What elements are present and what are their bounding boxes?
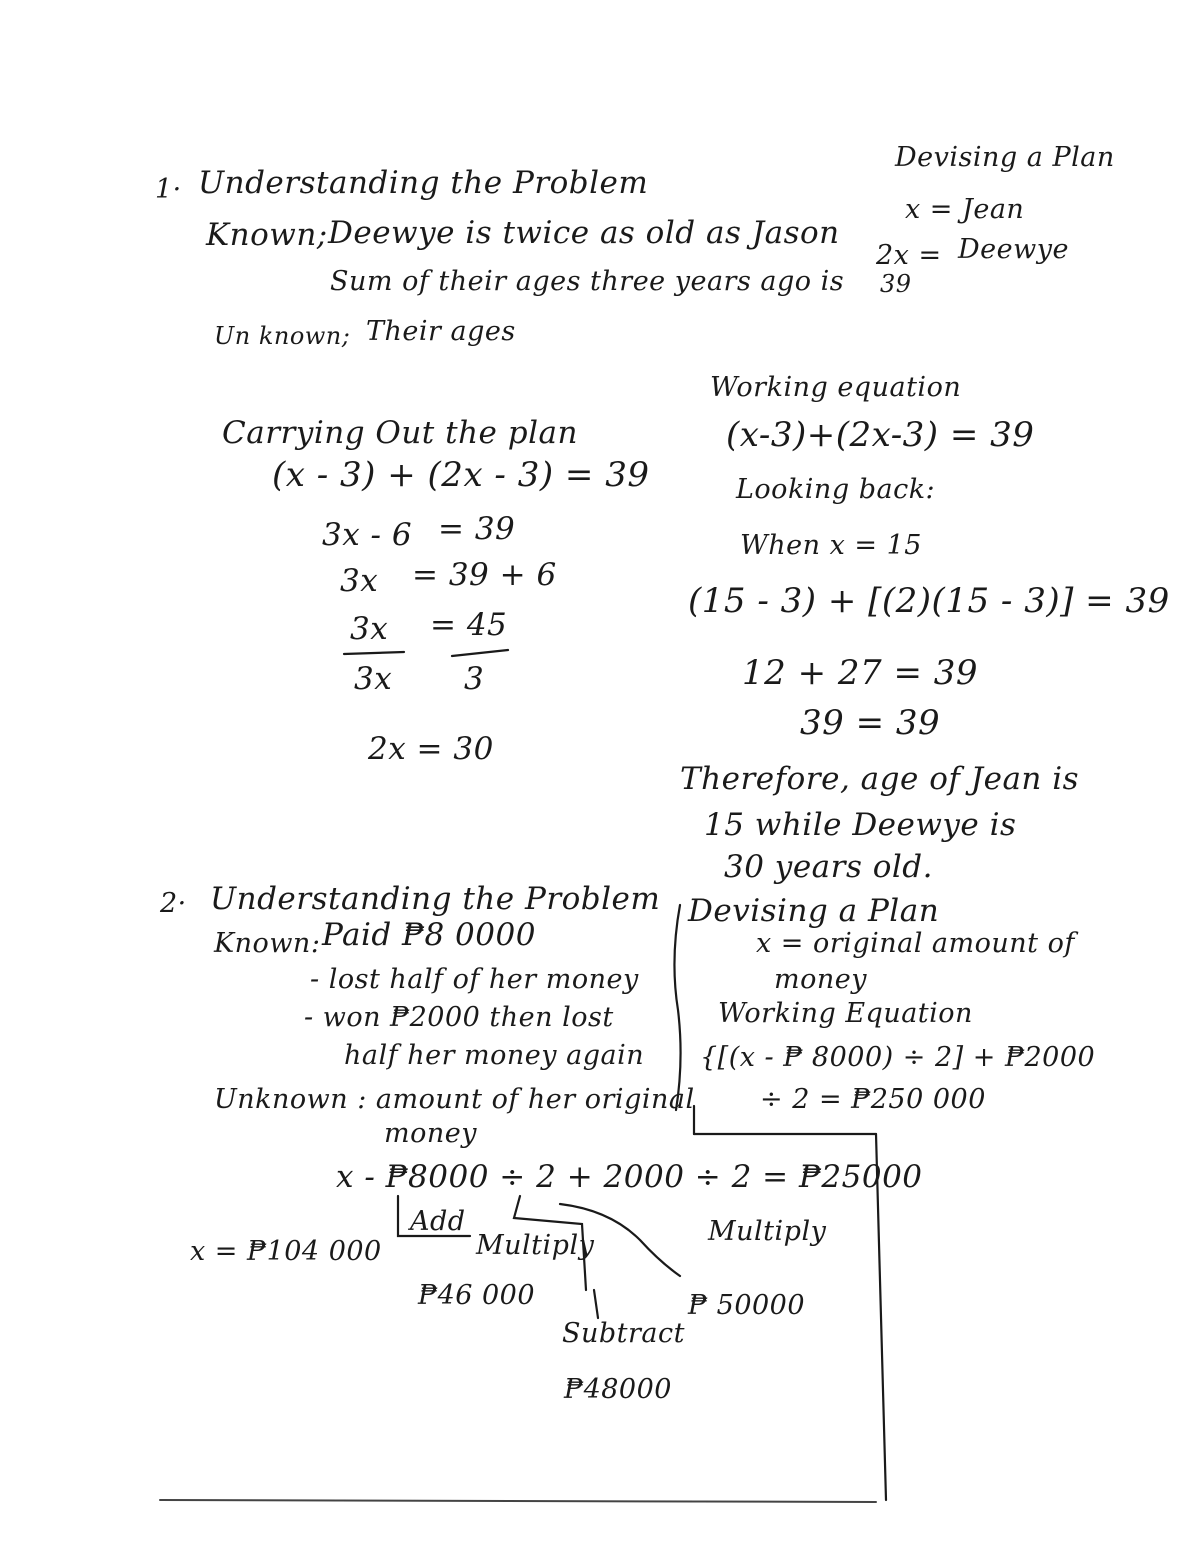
problem1-carrying-step4-num-rhs: = 45 — [430, 607, 508, 643]
problem1-plan-var1: x = Jean — [905, 194, 1025, 225]
problem2-working-title: Working Equation — [718, 998, 973, 1029]
problem2-known-label: Known: — [214, 928, 321, 959]
problem1-working-equation: (x-3)+(2x-3) = 39 — [726, 415, 1035, 455]
problem1-heading: Understanding the Problem — [198, 165, 649, 201]
problem1-known-fact2: Sum of their ages three years ago is — [330, 266, 845, 297]
problem1-conclusion-line3: 30 years old. — [724, 849, 933, 885]
problem2-heading: Understanding the Problem — [210, 881, 661, 917]
fraction-bar-left — [344, 652, 404, 654]
problem2-solution-value-46000: ₱46 000 — [418, 1280, 536, 1311]
problem1-plan-var2-right: Deewye — [958, 234, 1069, 265]
problem2-solution-multiply2: Multiply — [708, 1216, 827, 1247]
problem2-plan-var-line2: money — [774, 964, 867, 995]
problem2-unknown-line1: Unknown : amount of her original — [214, 1084, 695, 1115]
bottom-rule — [160, 1500, 876, 1502]
problem1-unknown-value: Their ages — [366, 316, 516, 347]
column-separator-bracket — [674, 905, 680, 1110]
problem2-fact2: - won ₱2000 then lost — [304, 1002, 614, 1033]
problem1-number: 1· — [155, 174, 182, 205]
problem1-carrying-step2-lhs: 3x - 6 — [322, 517, 413, 553]
problem1-carrying-step1: (x - 3) + (2x - 3) = 39 — [272, 455, 650, 495]
problem1-carrying-step3-lhs: 3x — [340, 563, 379, 599]
problem2-solution-value-48000: ₱48000 — [564, 1374, 672, 1405]
problem1-unknown-label: Un known; — [214, 322, 351, 350]
problem1-looking-back-title: Looking back: — [736, 474, 936, 505]
problem2-solution-expression: x - ₱8000 ÷ 2 + 2000 ÷ 2 = ₱25000 — [336, 1159, 923, 1195]
problem1-plan-var2-left: 2x = — [876, 240, 942, 271]
problem2-working-equation-line1: {[(x - ₱ 8000) ÷ 2] + ₱2000 — [700, 1042, 1096, 1073]
problem1-conclusion-line1: Therefore, age of Jean is — [680, 761, 1080, 797]
problem2-working-equation-line2: ÷ 2 = ₱250 000 — [760, 1084, 986, 1115]
problem2-unknown-line2: money — [384, 1118, 477, 1149]
arrow-to-50000 — [560, 1204, 680, 1276]
problem1-looking-back-when: When x = 15 — [740, 530, 922, 561]
problem1-working-title: Working equation — [710, 372, 962, 403]
fraction-bar-right — [452, 650, 508, 656]
problem1-looking-back-check2: 12 + 27 = 39 — [742, 653, 978, 693]
problem2-number: 2· — [160, 888, 187, 919]
problem1-conclusion-line2: 15 while Deewye is — [704, 807, 1017, 843]
add-bracket — [398, 1196, 470, 1236]
problem2-solution-add: Add — [410, 1206, 466, 1237]
problem2-solution-value-50000: ₱ 50000 — [688, 1290, 806, 1321]
problem1-looking-back-check3: 39 = 39 — [800, 703, 941, 743]
problem1-carrying-title: Carrying Out the plan — [222, 415, 578, 451]
problem2-fact1: - lost half of her money — [310, 964, 639, 995]
problem2-plan-var-line1: x = original amount of — [756, 928, 1075, 959]
problem2-solution-multiply1: Multiply — [476, 1230, 595, 1261]
problem1-carrying-step4-den-lhs: 3x — [354, 661, 393, 697]
problem1-carrying-step5: 2x = 30 — [368, 731, 494, 767]
problem2-known-value: Paid ₱8 0000 — [322, 917, 536, 953]
problem1-carrying-step3-rhs: = 39 + 6 — [412, 557, 557, 593]
problem2-fact3: half her money again — [344, 1040, 645, 1071]
subtract-connector — [594, 1290, 598, 1318]
problem1-carrying-step4-den-rhs: 3 — [464, 661, 485, 697]
problem2-plan-title: Devising a Plan — [688, 893, 940, 929]
problem1-carrying-step4-num-lhs: 3x — [350, 611, 389, 647]
problem1-plan-title: Devising a Plan — [895, 142, 1115, 173]
problem1-known-fact1: Deewye is twice as old as Jason — [328, 215, 840, 251]
problem2-solution-answer: x = ₱104 000 — [190, 1236, 382, 1267]
problem1-known-label: Known; — [206, 217, 328, 253]
right-vertical-line — [876, 1134, 886, 1500]
problem1-looking-back-check1: (15 - 3) + [(2)(15 - 3)] = 39 — [688, 581, 1170, 621]
problem1-carrying-step2-rhs: = 39 — [438, 511, 516, 547]
problem2-solution-subtract: Subtract — [562, 1318, 685, 1349]
multiply-bracket — [514, 1196, 586, 1290]
problem1-known-fact2-value: 39 — [880, 270, 912, 298]
